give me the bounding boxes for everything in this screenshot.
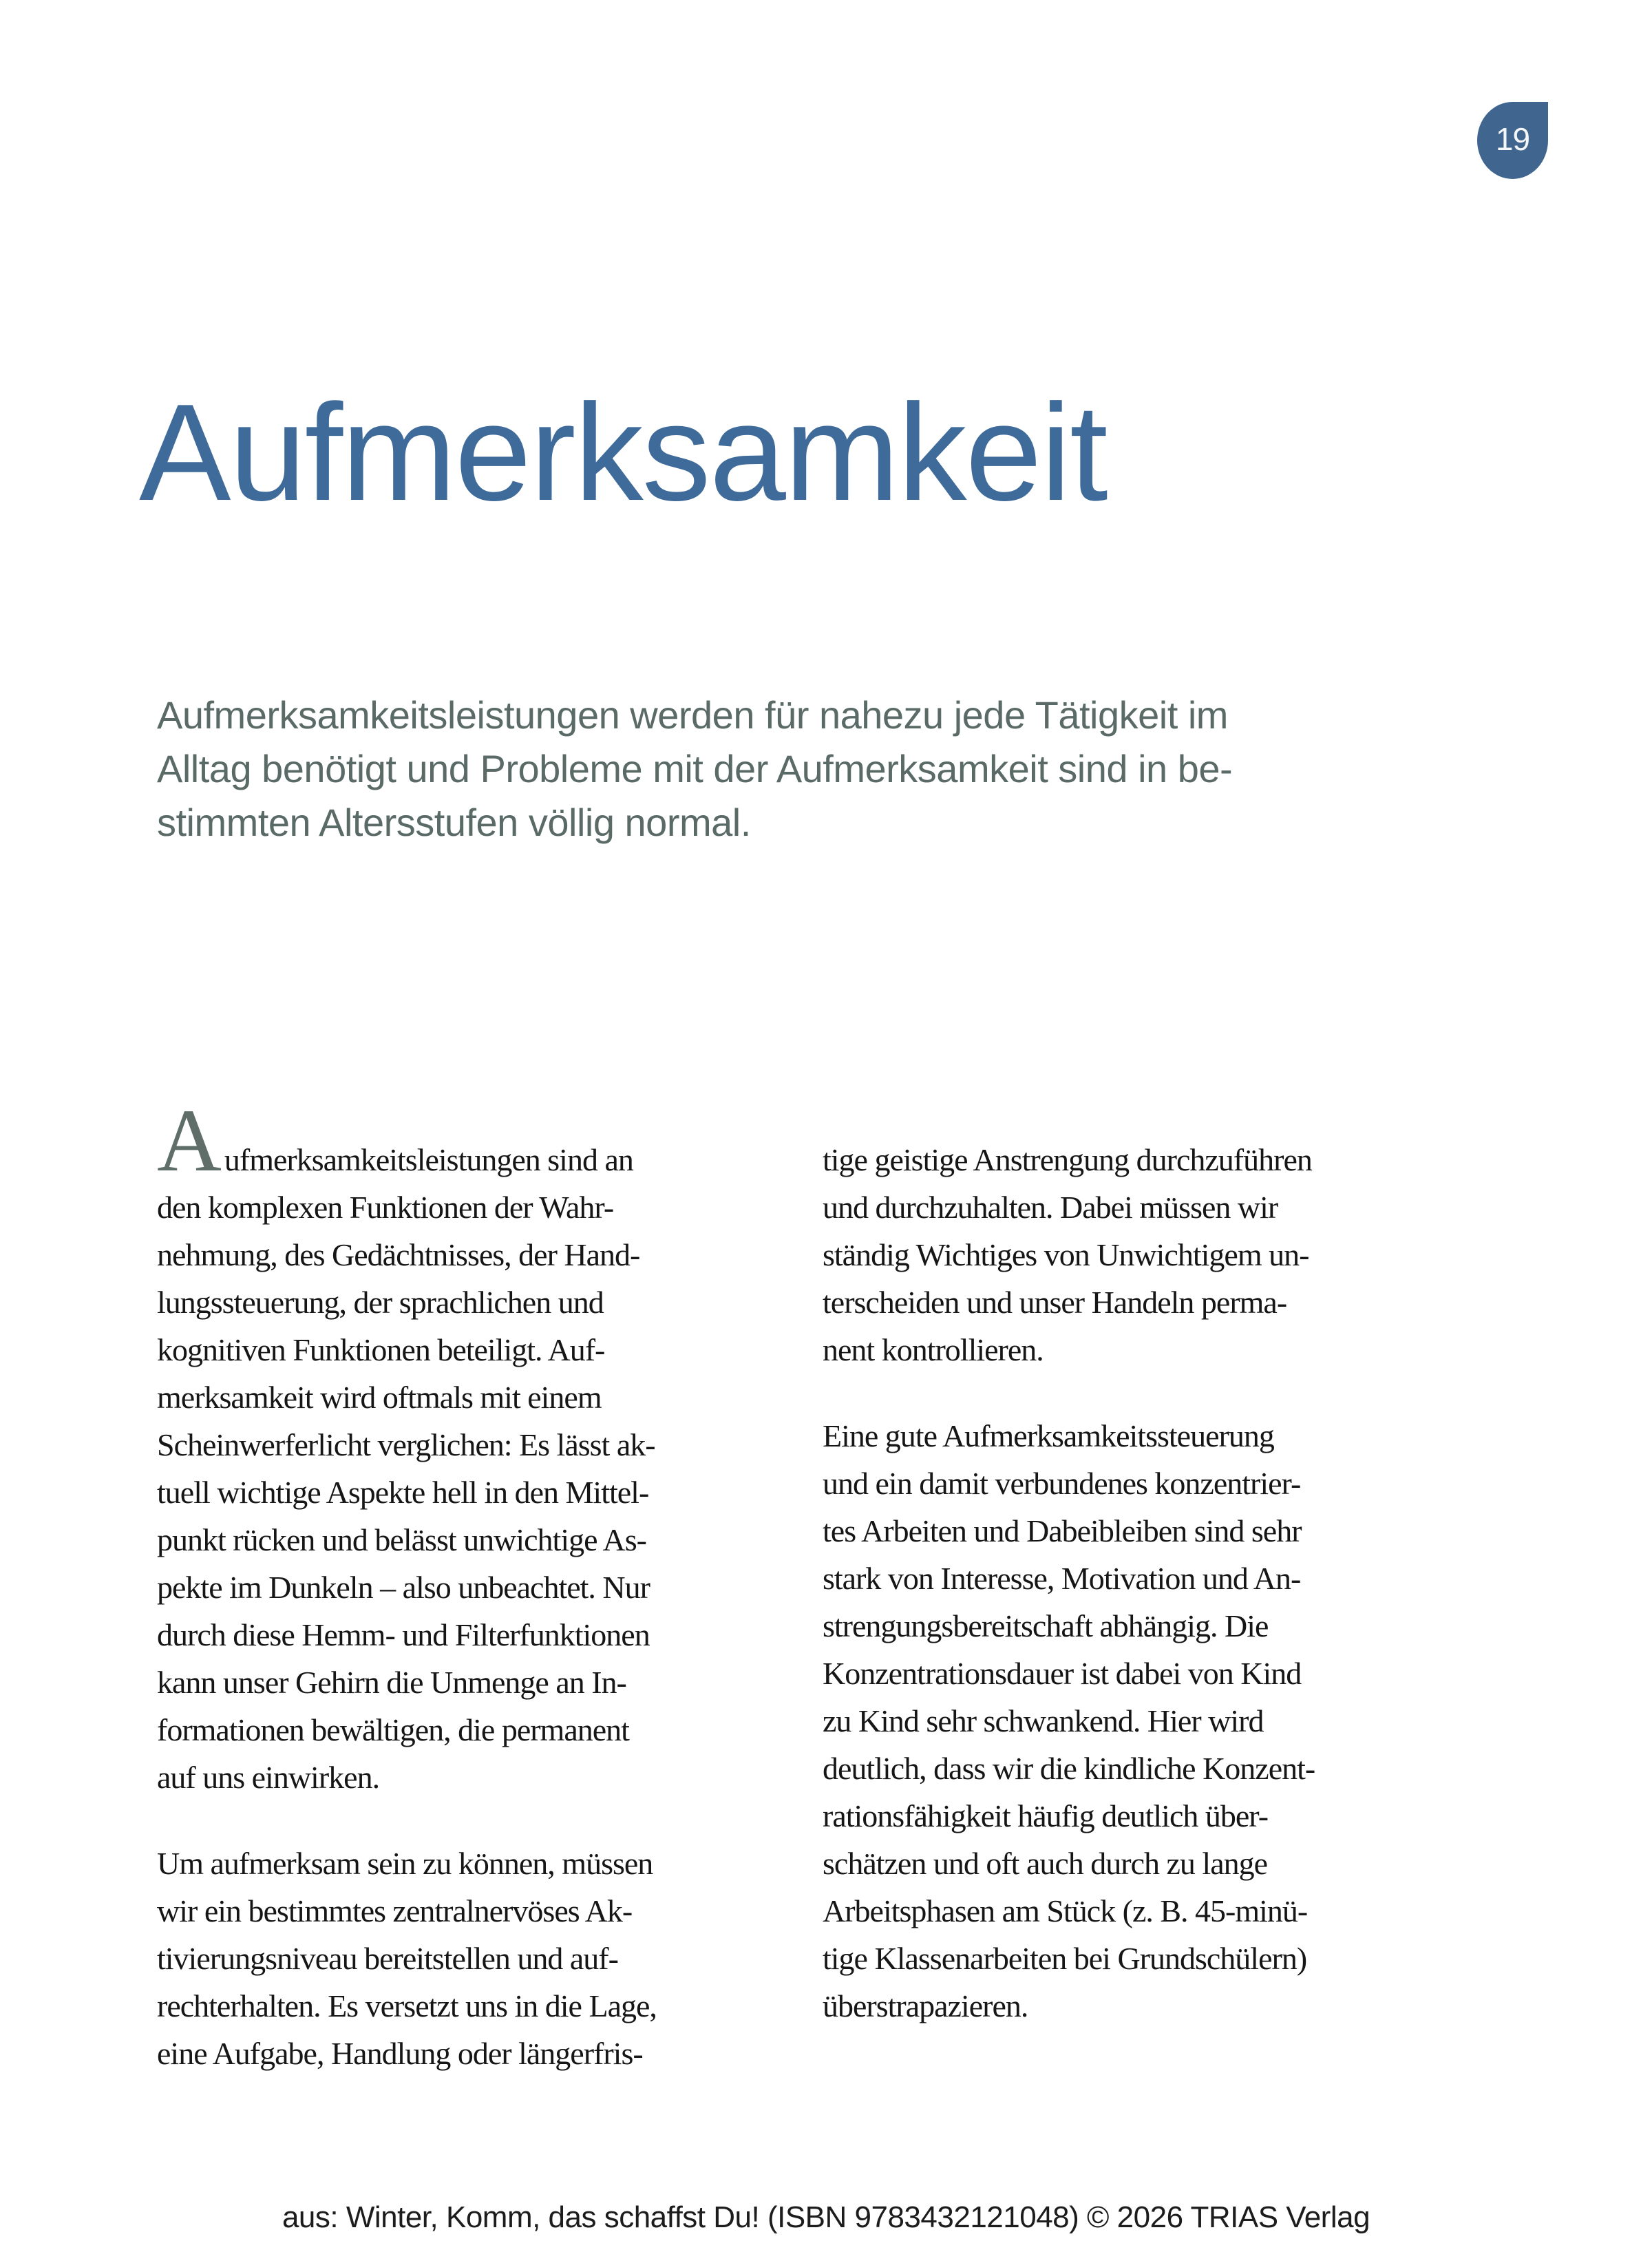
body-line: und durchzuhalten. Dabei müssen wir [823,1190,1278,1225]
body-line: rationsfähigkeit häufig deutlich über- [823,1798,1269,1833]
intro-line: Aufmerksamkeitsleistungen werden für nahezu jede Tätigkeit im [157,693,1228,737]
body-line: schätzen und oft auch durch zu lange [823,1846,1268,1881]
body-line: strengungsbereitschaft abhängig. Die [823,1608,1269,1643]
body-line: den komplexen Funktionen der Wahr- [157,1190,614,1225]
body-line: kann unser Gehirn die Unmenge an In- [157,1665,626,1700]
body-line: formationen bewältigen, die permanent [157,1712,629,1747]
page-number-badge [1477,102,1548,179]
body-line: rechterhalten. Es versetzt uns in die Lage, [157,1988,657,2023]
body-line: ständig Wichtiges von Unwichtigem un- [823,1237,1309,1272]
body-line: nent kontrollieren. [823,1332,1044,1367]
body-line: kognitiven Funktionen beteiligt. Auf- [157,1332,605,1367]
body-paragraph [157,1840,776,2077]
body-line: stark von Interesse, Motivation und An- [823,1561,1301,1596]
body-line: Scheinwerferlicht verglichen: Es lässt ak- [157,1427,655,1462]
body-paragraph [823,1136,1442,1374]
body-line: Arbeitsphasen am Stück (z. B. 45-minü- [823,1893,1308,1928]
body-line: auf uns einwirken. [157,1760,380,1795]
body-line: deutlich, dass wir die kindliche Konzent- [823,1751,1315,1786]
drop-cap-initial: A [157,1091,222,1190]
body-line: lungssteuerung, der sprachlichen und [157,1285,604,1320]
footer-credit: aus: Winter, Komm, das schaffst Du! (ISBN 9783432121048) © 2026 TRIAS Verlag [282,2200,1370,2234]
body-paragraph [157,1091,776,1801]
body-line: zu Kind sehr schwankend. Hier wird [823,1703,1264,1738]
body-columns [157,1091,1444,2077]
body-line: punkt rücken und belässt unwichtige As- [157,1522,646,1557]
body-line: tes Arbeiten und Dabeibleiben sind sehr [823,1513,1302,1548]
body-line: eine Aufgabe, Handlung oder längerfris- [157,2036,643,2071]
body-line: wir ein bestimmtes zentralnervöses Ak- [157,1893,633,1928]
body-line: tuell wichtige Aspekte hell in den Mittel- [157,1475,649,1510]
text-column-1 [157,1091,776,2077]
page-number: 19 [1495,121,1530,157]
body-line: Aufmerksamkeitsleistungen sind an [157,1091,633,1190]
body-line: durch diese Hemm- und Filterfunktionen [157,1617,650,1652]
intro-line: Alltag benötigt und Probleme mit der Aufmerksamkeit sind in be- [157,747,1233,790]
body-line: tivierungsniveau bereitstellen und auf- [157,1941,618,1976]
body-line: Um aufmerksam sein zu können, müssen [157,1846,653,1881]
body-line: überstrapazieren. [823,1988,1028,2023]
body-line: tige geistige Anstrengung durchzuführen [823,1142,1312,1177]
body-paragraph [823,1412,1442,2030]
body-line: Eine gute Aufmerksamkeitssteuerung [823,1418,1274,1453]
body-line: terscheiden und unser Handeln perma- [823,1285,1287,1320]
body-line: tige Klassenarbeiten bei Grundschülern) [823,1941,1307,1976]
body-line: Konzentrationsdauer ist dabei von Kind [823,1656,1302,1691]
intro-line: stimmten Altersstufen völlig normal. [157,801,751,844]
body-line: pekte im Dunkeln – also unbeachtet. Nur [157,1570,650,1605]
chapter-title: Aufmerksamkeit [139,376,1107,529]
body-line: merksamkeit wird oftmals mit einem [157,1380,602,1415]
intro-paragraph [157,688,1396,850]
body-line: nehmung, des Gedächtnisses, der Hand- [157,1237,640,1272]
body-line: und ein damit verbundenes konzentrier- [823,1466,1301,1501]
text-column-2 [823,1136,1442,2030]
